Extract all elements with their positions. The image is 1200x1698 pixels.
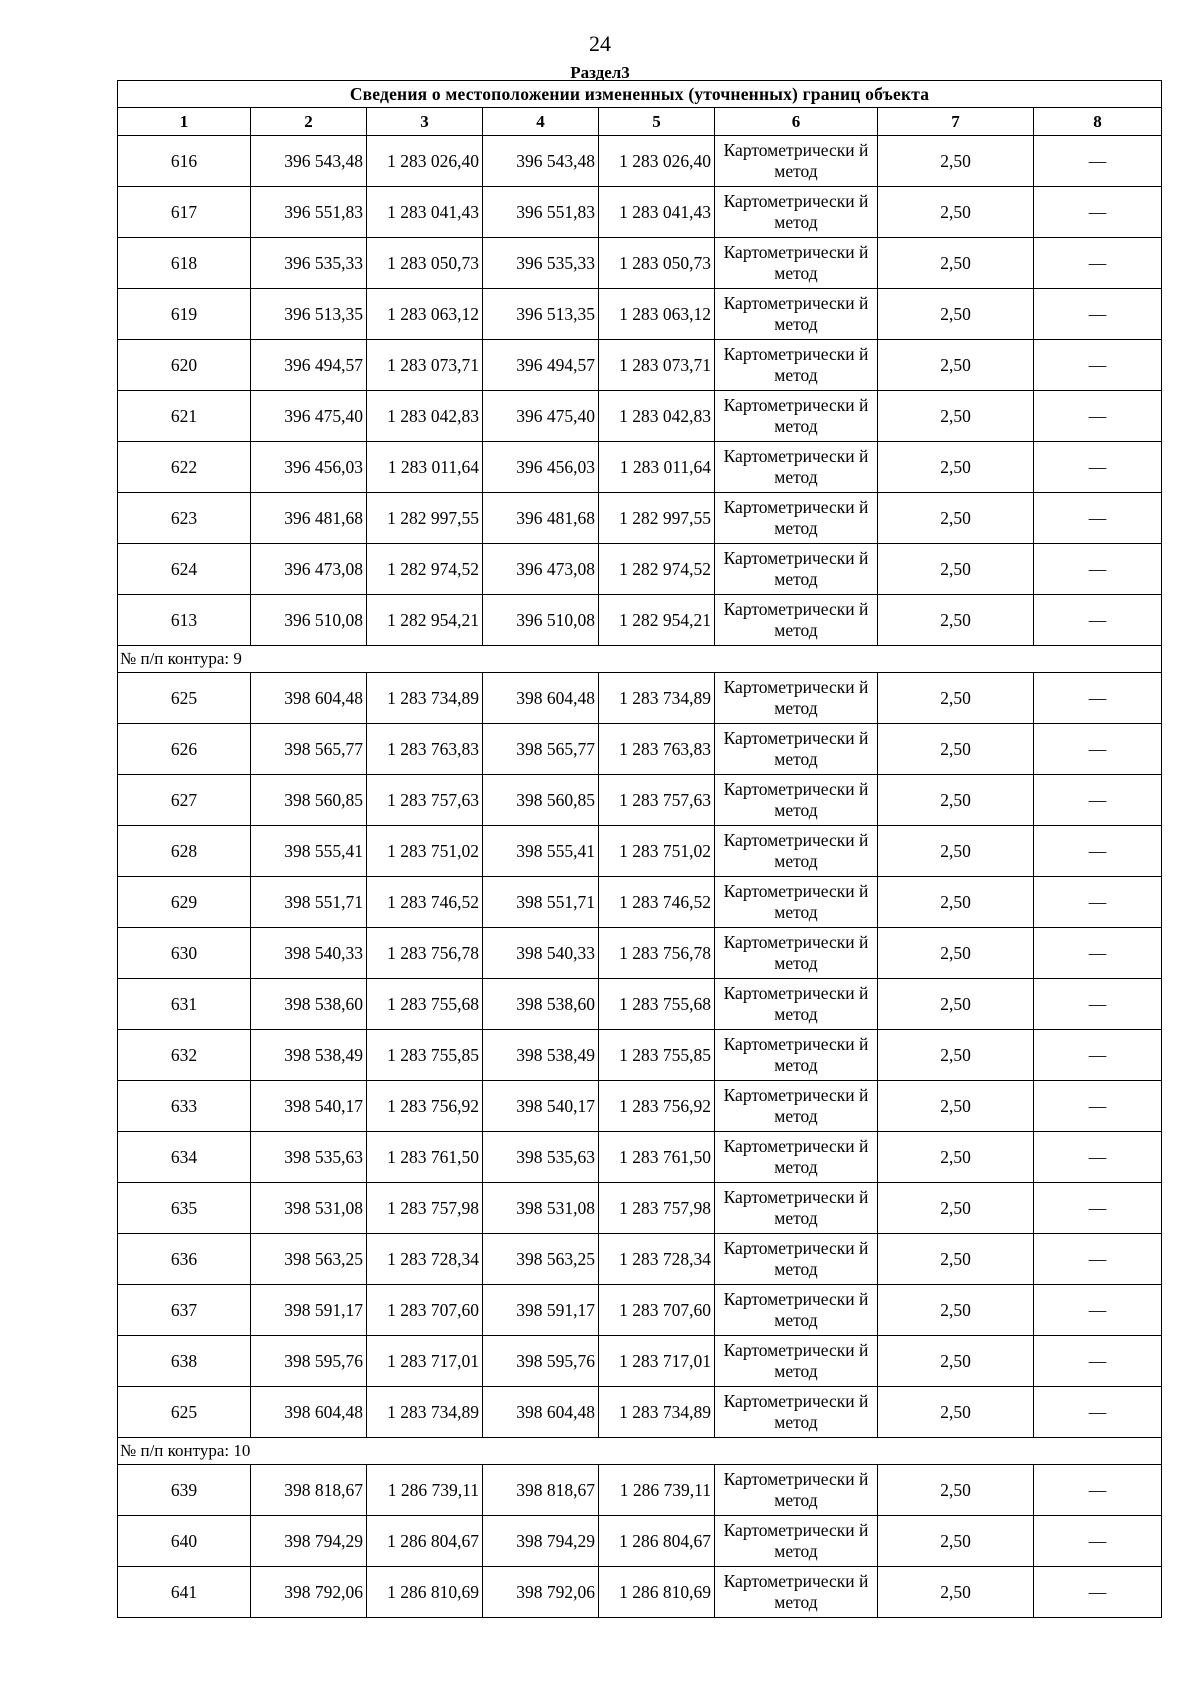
new-y-cell: 1 283 757,63 bbox=[599, 775, 715, 826]
table-row bbox=[118, 340, 1162, 391]
table-row bbox=[118, 391, 1162, 442]
method-cell: Картометрически й метод bbox=[715, 1234, 878, 1285]
accuracy-cell: 2,50 bbox=[878, 238, 1034, 289]
old-y-cell: 1 283 717,01 bbox=[367, 1336, 483, 1387]
old-y-cell: 1 283 734,89 bbox=[367, 673, 483, 724]
new-x-cell: 398 555,41 bbox=[483, 826, 599, 877]
old-y-cell: 1 283 746,52 bbox=[367, 877, 483, 928]
old-y-cell: 1 283 011,64 bbox=[367, 442, 483, 493]
method-cell: Картометрически й метод bbox=[715, 1387, 878, 1438]
old-x-cell: 396 481,68 bbox=[251, 493, 367, 544]
new-y-cell: 1 283 746,52 bbox=[599, 877, 715, 928]
old-y-cell: 1 283 026,40 bbox=[367, 136, 483, 187]
point-number-cell: 640 bbox=[118, 1516, 251, 1567]
description-cell: — bbox=[1034, 1336, 1162, 1387]
accuracy-cell: 2,50 bbox=[878, 442, 1034, 493]
new-y-cell: 1 283 734,89 bbox=[599, 673, 715, 724]
accuracy-cell: 2,50 bbox=[878, 544, 1034, 595]
description-cell: — bbox=[1034, 238, 1162, 289]
old-y-cell: 1 283 042,83 bbox=[367, 391, 483, 442]
section-title: Раздел3 bbox=[570, 63, 630, 82]
accuracy-cell: 2,50 bbox=[878, 391, 1034, 442]
old-y-cell: 1 283 050,73 bbox=[367, 238, 483, 289]
old-y-cell: 1 282 997,55 bbox=[367, 493, 483, 544]
method-cell: Картометрически й метод bbox=[715, 724, 878, 775]
new-x-cell: 396 475,40 bbox=[483, 391, 599, 442]
new-x-cell: 398 538,49 bbox=[483, 1030, 599, 1081]
point-number-cell: 619 bbox=[118, 289, 251, 340]
old-x-cell: 396 535,33 bbox=[251, 238, 367, 289]
new-x-cell: 398 792,06 bbox=[483, 1567, 599, 1618]
description-cell: — bbox=[1034, 775, 1162, 826]
new-x-cell: 396 473,08 bbox=[483, 544, 599, 595]
accuracy-cell: 2,50 bbox=[878, 595, 1034, 646]
new-x-cell: 398 591,17 bbox=[483, 1285, 599, 1336]
old-y-cell: 1 283 755,68 bbox=[367, 979, 483, 1030]
accuracy-cell: 2,50 bbox=[878, 775, 1034, 826]
description-cell: — bbox=[1034, 136, 1162, 187]
table-row bbox=[118, 136, 1162, 187]
point-number-cell: 635 bbox=[118, 1183, 251, 1234]
new-x-cell: 396 551,83 bbox=[483, 187, 599, 238]
new-y-cell: 1 283 756,92 bbox=[599, 1081, 715, 1132]
description-cell: — bbox=[1034, 1234, 1162, 1285]
coordinates-table bbox=[117, 80, 1162, 1618]
table-row bbox=[118, 877, 1162, 928]
point-number-cell: 625 bbox=[118, 673, 251, 724]
method-cell: Картометрически й метод bbox=[715, 1030, 878, 1081]
method-cell: Картометрически й метод bbox=[715, 826, 878, 877]
old-x-cell: 398 794,29 bbox=[251, 1516, 367, 1567]
old-x-cell: 398 565,77 bbox=[251, 724, 367, 775]
point-number-cell: 620 bbox=[118, 340, 251, 391]
old-x-cell: 398 535,63 bbox=[251, 1132, 367, 1183]
new-y-cell: 1 283 763,83 bbox=[599, 724, 715, 775]
contour-label: № п/п контура: 10 bbox=[118, 1438, 1162, 1465]
contour-label: № п/п контура: 9 bbox=[118, 646, 1162, 673]
old-x-cell: 398 540,17 bbox=[251, 1081, 367, 1132]
point-number-cell: 618 bbox=[118, 238, 251, 289]
accuracy-cell: 2,50 bbox=[878, 1030, 1034, 1081]
method-cell: Картометрически й метод bbox=[715, 1465, 878, 1516]
description-cell: — bbox=[1034, 340, 1162, 391]
old-x-cell: 398 560,85 bbox=[251, 775, 367, 826]
table-row bbox=[118, 1030, 1162, 1081]
column-number-7: 7 bbox=[878, 108, 1034, 136]
method-cell: Картометрически й метод bbox=[715, 340, 878, 391]
old-y-cell: 1 283 734,89 bbox=[367, 1387, 483, 1438]
point-number-cell: 637 bbox=[118, 1285, 251, 1336]
old-y-cell: 1 283 755,85 bbox=[367, 1030, 483, 1081]
method-cell: Картометрически й метод bbox=[715, 136, 878, 187]
new-y-cell: 1 283 755,85 bbox=[599, 1030, 715, 1081]
old-y-cell: 1 283 728,34 bbox=[367, 1234, 483, 1285]
accuracy-cell: 2,50 bbox=[878, 1132, 1034, 1183]
method-cell: Картометрически й метод bbox=[715, 1285, 878, 1336]
accuracy-cell: 2,50 bbox=[878, 1183, 1034, 1234]
method-cell: Картометрически й метод bbox=[715, 775, 878, 826]
table-row bbox=[118, 1516, 1162, 1567]
old-y-cell: 1 283 763,83 bbox=[367, 724, 483, 775]
old-x-cell: 396 456,03 bbox=[251, 442, 367, 493]
new-y-cell: 1 286 804,67 bbox=[599, 1516, 715, 1567]
method-cell: Картометрически й метод bbox=[715, 238, 878, 289]
point-number-cell: 632 bbox=[118, 1030, 251, 1081]
accuracy-cell: 2,50 bbox=[878, 673, 1034, 724]
accuracy-cell: 2,50 bbox=[878, 1336, 1034, 1387]
description-cell: — bbox=[1034, 1465, 1162, 1516]
old-y-cell: 1 283 761,50 bbox=[367, 1132, 483, 1183]
point-number-cell: 629 bbox=[118, 877, 251, 928]
accuracy-cell: 2,50 bbox=[878, 877, 1034, 928]
old-x-cell: 398 563,25 bbox=[251, 1234, 367, 1285]
method-cell: Картометрически й метод bbox=[715, 673, 878, 724]
new-y-cell: 1 283 026,40 bbox=[599, 136, 715, 187]
method-cell: Картометрически й метод bbox=[715, 391, 878, 442]
old-x-cell: 396 510,08 bbox=[251, 595, 367, 646]
point-number-cell: 613 bbox=[118, 595, 251, 646]
column-number-3: 3 bbox=[367, 108, 483, 136]
method-cell: Картометрически й метод bbox=[715, 877, 878, 928]
method-cell: Картометрически й метод bbox=[715, 928, 878, 979]
column-number-2: 2 bbox=[251, 108, 367, 136]
point-number-cell: 625 bbox=[118, 1387, 251, 1438]
method-cell: Картометрически й метод bbox=[715, 1336, 878, 1387]
point-number-cell: 631 bbox=[118, 979, 251, 1030]
description-cell: — bbox=[1034, 595, 1162, 646]
point-number-cell: 616 bbox=[118, 136, 251, 187]
column-number-4: 4 bbox=[483, 108, 599, 136]
old-y-cell: 1 283 751,02 bbox=[367, 826, 483, 877]
table-row bbox=[118, 1336, 1162, 1387]
accuracy-cell: 2,50 bbox=[878, 979, 1034, 1030]
new-x-cell: 396 535,33 bbox=[483, 238, 599, 289]
table-row bbox=[118, 289, 1162, 340]
description-cell: — bbox=[1034, 391, 1162, 442]
accuracy-cell: 2,50 bbox=[878, 724, 1034, 775]
method-cell: Картометрически й метод bbox=[715, 595, 878, 646]
old-x-cell: 398 551,71 bbox=[251, 877, 367, 928]
old-x-cell: 398 604,48 bbox=[251, 673, 367, 724]
new-y-cell: 1 282 954,21 bbox=[599, 595, 715, 646]
table-row bbox=[118, 238, 1162, 289]
accuracy-cell: 2,50 bbox=[878, 928, 1034, 979]
new-y-cell: 1 283 728,34 bbox=[599, 1234, 715, 1285]
point-number-cell: 641 bbox=[118, 1567, 251, 1618]
point-number-cell: 630 bbox=[118, 928, 251, 979]
new-y-cell: 1 283 755,68 bbox=[599, 979, 715, 1030]
description-cell: — bbox=[1034, 1081, 1162, 1132]
old-y-cell: 1 282 974,52 bbox=[367, 544, 483, 595]
point-number-cell: 638 bbox=[118, 1336, 251, 1387]
table-row bbox=[118, 1183, 1162, 1234]
old-y-cell: 1 283 063,12 bbox=[367, 289, 483, 340]
new-y-cell: 1 283 041,43 bbox=[599, 187, 715, 238]
new-y-cell: 1 283 011,64 bbox=[599, 442, 715, 493]
table-row bbox=[118, 775, 1162, 826]
new-x-cell: 398 538,60 bbox=[483, 979, 599, 1030]
table-caption: Сведения о местоположении измененных (уточненных) границ объекта bbox=[118, 81, 1162, 108]
point-number-cell: 628 bbox=[118, 826, 251, 877]
old-x-cell: 398 604,48 bbox=[251, 1387, 367, 1438]
description-cell: — bbox=[1034, 724, 1162, 775]
description-cell: — bbox=[1034, 1132, 1162, 1183]
new-y-cell: 1 286 739,11 bbox=[599, 1465, 715, 1516]
accuracy-cell: 2,50 bbox=[878, 1285, 1034, 1336]
new-x-cell: 396 513,35 bbox=[483, 289, 599, 340]
new-x-cell: 396 510,08 bbox=[483, 595, 599, 646]
old-x-cell: 398 538,60 bbox=[251, 979, 367, 1030]
new-x-cell: 396 456,03 bbox=[483, 442, 599, 493]
old-y-cell: 1 283 073,71 bbox=[367, 340, 483, 391]
table-row bbox=[118, 1132, 1162, 1183]
old-x-cell: 398 540,33 bbox=[251, 928, 367, 979]
accuracy-cell: 2,50 bbox=[878, 187, 1034, 238]
method-cell: Картометрически й метод bbox=[715, 187, 878, 238]
new-x-cell: 398 551,71 bbox=[483, 877, 599, 928]
method-cell: Картометрически й метод bbox=[715, 1132, 878, 1183]
new-y-cell: 1 282 997,55 bbox=[599, 493, 715, 544]
old-x-cell: 396 475,40 bbox=[251, 391, 367, 442]
new-y-cell: 1 283 063,12 bbox=[599, 289, 715, 340]
new-y-cell: 1 283 751,02 bbox=[599, 826, 715, 877]
old-x-cell: 398 555,41 bbox=[251, 826, 367, 877]
column-number-6: 6 bbox=[715, 108, 878, 136]
description-cell: — bbox=[1034, 1516, 1162, 1567]
new-x-cell: 398 604,48 bbox=[483, 1387, 599, 1438]
point-number-cell: 617 bbox=[118, 187, 251, 238]
new-x-cell: 398 604,48 bbox=[483, 673, 599, 724]
old-x-cell: 396 543,48 bbox=[251, 136, 367, 187]
description-cell: — bbox=[1034, 673, 1162, 724]
point-number-cell: 634 bbox=[118, 1132, 251, 1183]
new-x-cell: 398 565,77 bbox=[483, 724, 599, 775]
column-number-8: 8 bbox=[1034, 108, 1162, 136]
new-y-cell: 1 282 974,52 bbox=[599, 544, 715, 595]
point-number-cell: 622 bbox=[118, 442, 251, 493]
new-y-cell: 1 283 050,73 bbox=[599, 238, 715, 289]
description-cell: — bbox=[1034, 187, 1162, 238]
new-x-cell: 398 818,67 bbox=[483, 1465, 599, 1516]
accuracy-cell: 2,50 bbox=[878, 1567, 1034, 1618]
table-row bbox=[118, 826, 1162, 877]
method-cell: Картометрически й метод bbox=[715, 979, 878, 1030]
accuracy-cell: 2,50 bbox=[878, 493, 1034, 544]
new-y-cell: 1 286 810,69 bbox=[599, 1567, 715, 1618]
old-y-cell: 1 283 757,98 bbox=[367, 1183, 483, 1234]
column-number-5: 5 bbox=[599, 108, 715, 136]
point-number-cell: 621 bbox=[118, 391, 251, 442]
table-row bbox=[118, 979, 1162, 1030]
new-y-cell: 1 283 707,60 bbox=[599, 1285, 715, 1336]
description-cell: — bbox=[1034, 1285, 1162, 1336]
description-cell: — bbox=[1034, 826, 1162, 877]
old-x-cell: 398 818,67 bbox=[251, 1465, 367, 1516]
method-cell: Картометрически й метод bbox=[715, 1183, 878, 1234]
old-y-cell: 1 283 041,43 bbox=[367, 187, 483, 238]
new-y-cell: 1 283 757,98 bbox=[599, 1183, 715, 1234]
table-row bbox=[118, 1285, 1162, 1336]
table-row bbox=[118, 1465, 1162, 1516]
table-row bbox=[118, 1234, 1162, 1285]
old-y-cell: 1 286 739,11 bbox=[367, 1465, 483, 1516]
method-cell: Картометрически й метод bbox=[715, 493, 878, 544]
new-x-cell: 396 543,48 bbox=[483, 136, 599, 187]
table-row bbox=[118, 595, 1162, 646]
table-row bbox=[118, 187, 1162, 238]
table-row bbox=[118, 544, 1162, 595]
old-x-cell: 396 494,57 bbox=[251, 340, 367, 391]
accuracy-cell: 2,50 bbox=[878, 1387, 1034, 1438]
new-y-cell: 1 283 734,89 bbox=[599, 1387, 715, 1438]
old-x-cell: 396 513,35 bbox=[251, 289, 367, 340]
accuracy-cell: 2,50 bbox=[878, 1516, 1034, 1567]
new-y-cell: 1 283 042,83 bbox=[599, 391, 715, 442]
old-y-cell: 1 286 804,67 bbox=[367, 1516, 483, 1567]
table-row bbox=[118, 673, 1162, 724]
accuracy-cell: 2,50 bbox=[878, 826, 1034, 877]
page-number: 24 bbox=[589, 31, 611, 56]
new-x-cell: 396 481,68 bbox=[483, 493, 599, 544]
method-cell: Картометрически й метод bbox=[715, 1516, 878, 1567]
new-x-cell: 398 540,33 bbox=[483, 928, 599, 979]
new-x-cell: 398 595,76 bbox=[483, 1336, 599, 1387]
old-y-cell: 1 283 756,78 bbox=[367, 928, 483, 979]
old-x-cell: 398 538,49 bbox=[251, 1030, 367, 1081]
table-row bbox=[118, 1387, 1162, 1438]
point-number-cell: 626 bbox=[118, 724, 251, 775]
description-cell: — bbox=[1034, 1387, 1162, 1438]
description-cell: — bbox=[1034, 1183, 1162, 1234]
column-number-1: 1 bbox=[118, 108, 251, 136]
new-y-cell: 1 283 756,78 bbox=[599, 928, 715, 979]
contour-header-row bbox=[118, 1438, 1162, 1465]
accuracy-cell: 2,50 bbox=[878, 1234, 1034, 1285]
table-row bbox=[118, 928, 1162, 979]
table-row bbox=[118, 724, 1162, 775]
point-number-cell: 623 bbox=[118, 493, 251, 544]
description-cell: — bbox=[1034, 979, 1162, 1030]
old-y-cell: 1 283 756,92 bbox=[367, 1081, 483, 1132]
description-cell: — bbox=[1034, 442, 1162, 493]
old-y-cell: 1 283 707,60 bbox=[367, 1285, 483, 1336]
description-cell: — bbox=[1034, 493, 1162, 544]
description-cell: — bbox=[1034, 1567, 1162, 1618]
method-cell: Картометрически й метод bbox=[715, 1567, 878, 1618]
contour-header-row bbox=[118, 646, 1162, 673]
description-cell: — bbox=[1034, 928, 1162, 979]
table-row bbox=[118, 1567, 1162, 1618]
new-x-cell: 398 563,25 bbox=[483, 1234, 599, 1285]
old-y-cell: 1 286 810,69 bbox=[367, 1567, 483, 1618]
description-cell: — bbox=[1034, 877, 1162, 928]
method-cell: Картометрически й метод bbox=[715, 289, 878, 340]
table-row bbox=[118, 493, 1162, 544]
new-x-cell: 398 540,17 bbox=[483, 1081, 599, 1132]
point-number-cell: 627 bbox=[118, 775, 251, 826]
accuracy-cell: 2,50 bbox=[878, 289, 1034, 340]
new-x-cell: 398 560,85 bbox=[483, 775, 599, 826]
old-x-cell: 396 551,83 bbox=[251, 187, 367, 238]
point-number-cell: 624 bbox=[118, 544, 251, 595]
accuracy-cell: 2,50 bbox=[878, 1465, 1034, 1516]
old-x-cell: 398 591,17 bbox=[251, 1285, 367, 1336]
old-x-cell: 398 595,76 bbox=[251, 1336, 367, 1387]
old-x-cell: 398 792,06 bbox=[251, 1567, 367, 1618]
old-y-cell: 1 283 757,63 bbox=[367, 775, 483, 826]
accuracy-cell: 2,50 bbox=[878, 1081, 1034, 1132]
table-row bbox=[118, 1081, 1162, 1132]
accuracy-cell: 2,50 bbox=[878, 340, 1034, 391]
new-x-cell: 398 794,29 bbox=[483, 1516, 599, 1567]
new-x-cell: 398 535,63 bbox=[483, 1132, 599, 1183]
method-cell: Картометрически й метод bbox=[715, 544, 878, 595]
point-number-cell: 639 bbox=[118, 1465, 251, 1516]
new-y-cell: 1 283 761,50 bbox=[599, 1132, 715, 1183]
new-x-cell: 398 531,08 bbox=[483, 1183, 599, 1234]
description-cell: — bbox=[1034, 544, 1162, 595]
description-cell: — bbox=[1034, 289, 1162, 340]
column-number-row bbox=[118, 108, 1162, 136]
old-x-cell: 398 531,08 bbox=[251, 1183, 367, 1234]
new-y-cell: 1 283 073,71 bbox=[599, 340, 715, 391]
table-body bbox=[118, 136, 1162, 1618]
accuracy-cell: 2,50 bbox=[878, 136, 1034, 187]
description-cell: — bbox=[1034, 1030, 1162, 1081]
table-row bbox=[118, 442, 1162, 493]
new-x-cell: 396 494,57 bbox=[483, 340, 599, 391]
point-number-cell: 636 bbox=[118, 1234, 251, 1285]
point-number-cell: 633 bbox=[118, 1081, 251, 1132]
new-y-cell: 1 283 717,01 bbox=[599, 1336, 715, 1387]
method-cell: Картометрически й метод bbox=[715, 1081, 878, 1132]
method-cell: Картометрически й метод bbox=[715, 442, 878, 493]
old-x-cell: 396 473,08 bbox=[251, 544, 367, 595]
old-y-cell: 1 282 954,21 bbox=[367, 595, 483, 646]
